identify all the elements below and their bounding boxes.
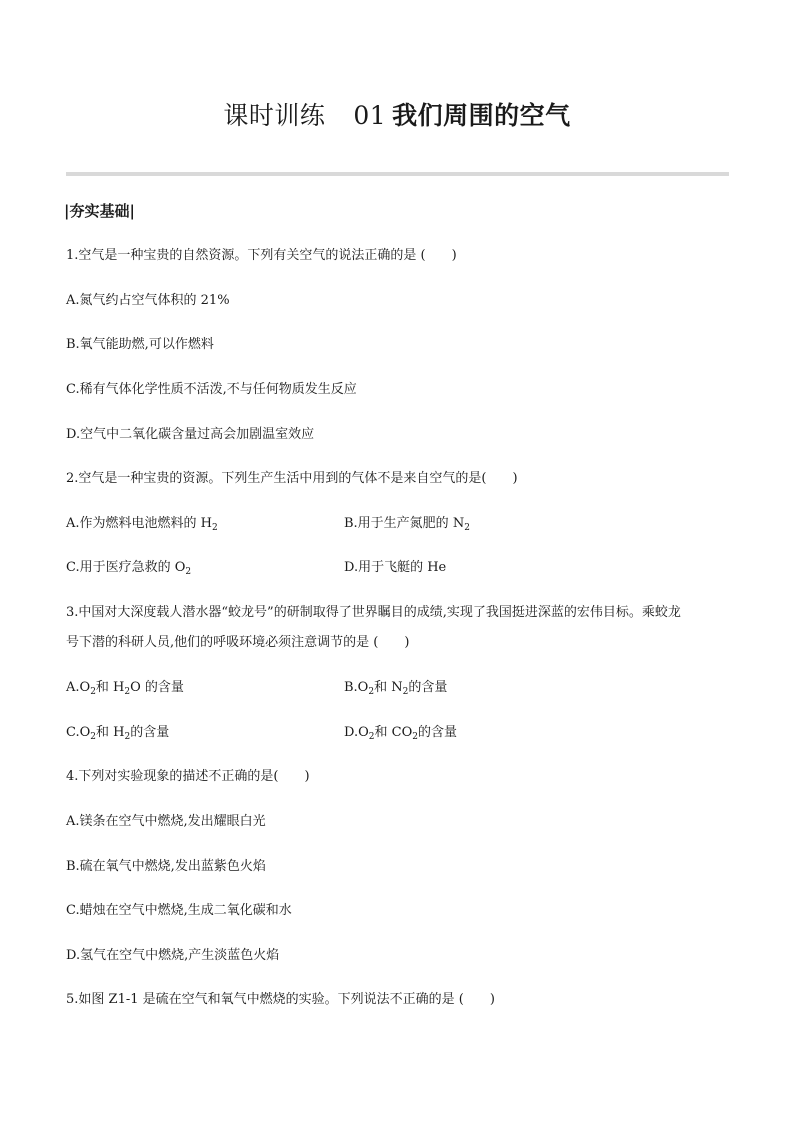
question-1-option-c: C.稀有气体化学性质不活泼,不与任何物质发生反应 xyxy=(66,382,357,397)
question-3-stem-line2: 号下潜的科研人员,他们的呼吸环境必须注意调节的是 ( ) xyxy=(66,635,410,650)
question-2-option-d: D.用于飞艇的 He xyxy=(344,560,447,575)
question-1-option-a: A.氮气约占空气体积的 21% xyxy=(66,293,230,308)
question-4-stem: 4.下列对实验现象的描述不正确的是( ) xyxy=(66,769,310,784)
section-heading: |夯实基础| xyxy=(64,202,135,220)
question-3-option-d: $D.O_2$和 $CO_2$的含量 xyxy=(344,725,457,742)
question-3-stem-line1: 3.中国对大深度载人潜水器“蛟龙号”的研制取得了世界瞩目的成绩,实现了我国挺进深蓝的宏伟目标。乘蛟龙 xyxy=(66,605,681,620)
question-4-option-a: A.镁条在空气中燃烧,发出耀眼白光 xyxy=(66,814,266,829)
question-2-option-b: B.用于生产氮肥的 $N_2$ xyxy=(344,516,470,533)
question-4-option-d: D.氢气在空气中燃烧,产生淡蓝色火焰 xyxy=(66,948,280,963)
question-3-option-c: $C.O_2$和 $H_2$的含量 xyxy=(66,725,170,742)
title-prefix: 课时训练 xyxy=(223,101,326,130)
question-1-stem: 1.空气是一种宝贵的自然资源。下列有关空气的说法正确的是 ( ) xyxy=(66,248,457,263)
question-5-stem: 5.如图 Z1-1 是硫在空气和氧气中燃烧的实验。下列说法不正确的是 ( ) xyxy=(66,992,495,1007)
page-title xyxy=(0,96,794,132)
title-topic: 我们周围的空气 xyxy=(392,101,571,130)
title-number: 01 xyxy=(353,101,387,130)
question-2-option-c: C.用于医疗急救的 $O_2$ xyxy=(66,560,192,577)
question-3-option-b: $B.O_2$和 $N_2$的含量 xyxy=(344,680,448,697)
question-1-option-b: B.氧气能助燃,可以作燃料 xyxy=(66,337,214,352)
question-3-option-a: $A.O_2$和 $H_2O$ 的含量 xyxy=(66,680,184,697)
question-1-option-d: D.空气中二氧化碳含量过高会加剧温室效应 xyxy=(66,427,315,442)
question-2-stem: 2.空气是一种宝贵的资源。下列生产生活中用到的气体不是来自空气的是( ) xyxy=(66,471,518,486)
question-2-option-a: A.作为燃料电池燃料的 $H_2$ xyxy=(66,516,218,533)
question-4-option-c: C.蜡烛在空气中燃烧,生成二氧化碳和水 xyxy=(66,903,292,918)
title-divider xyxy=(66,172,729,176)
question-4-option-b: B.硫在氧气中燃烧,发出蓝紫色火焰 xyxy=(66,859,266,874)
